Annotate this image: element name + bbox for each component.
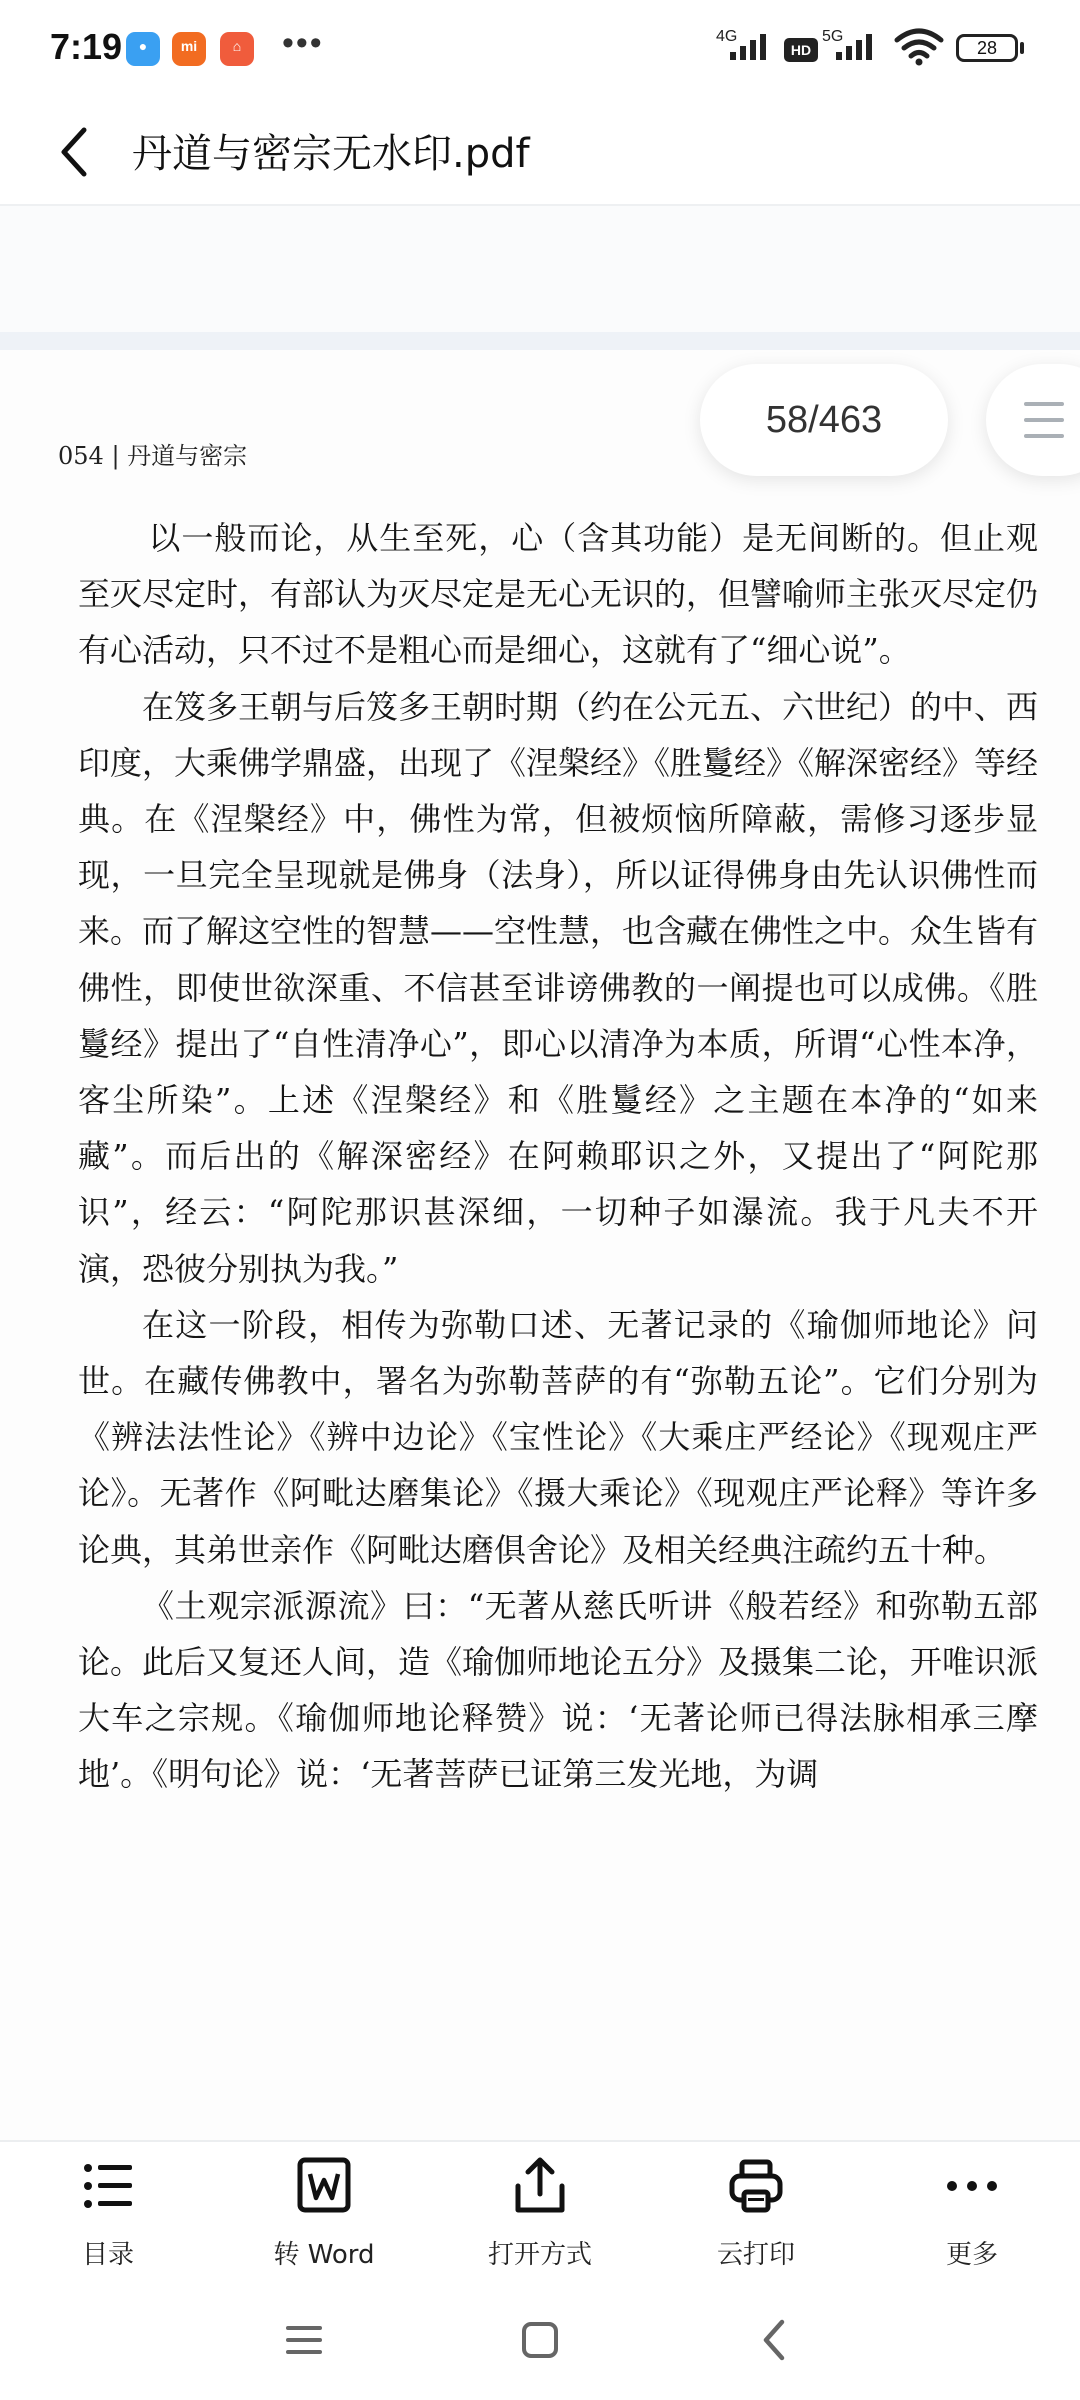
- running-head: 054 | 丹道与密宗: [58, 442, 248, 470]
- share-icon: [512, 2156, 568, 2216]
- home-icon[interactable]: [508, 2308, 572, 2372]
- word-convert-icon: [296, 2156, 352, 2216]
- cloud-print-label: 云打印: [716, 2240, 795, 2270]
- list-icon: [80, 2156, 136, 2216]
- paragraph: 在这一阶段，相传为弥勒口述、无著记录的《瑜伽师地论》问世。在藏传佛教中，署名为弥勒菩萨的有“弥勒五论”。它们分别为《辨法法性论》《辨中边论》《宝性论》《大乘庄严经论》《现观庄严论》。无著作《阿毗达磨集论》《摄大乘论》《现观庄严论释》等许多论典，其弟世亲作《阿毗达磨俱舍论》及相关经典注疏约五十种。: [78, 1305, 1038, 1569]
- status-bar: [0, 0, 1080, 100]
- paragraph: 《土观宗派源流》曰：“无著从慈氏听讲《般若经》和弥勒五部论。此后又复还人间，造《瑜伽师地论五分》及摄集二论，开唯识派大车之宗规。《瑜伽师地论释赞》说：‘无著论师已得法脉相承三摩地’。《明句论》说：‘无著菩萨已证第三发光地，为调: [78, 1586, 1039, 1794]
- bottom-toolbar: [0, 2140, 1080, 2284]
- navigation-bar: [0, 2282, 1080, 2400]
- battery-icon: 28: [956, 34, 1018, 62]
- convert-word-button[interactable]: [244, 2156, 404, 2276]
- messenger-icon: ●: [126, 32, 160, 66]
- wifi-icon: [894, 26, 944, 66]
- page-indicator[interactable]: 58/463: [700, 364, 948, 476]
- page-separator: [0, 332, 1080, 350]
- more-icon: [944, 2156, 1000, 2216]
- toc-button[interactable]: [28, 2156, 188, 2276]
- battery-tip: [1020, 42, 1024, 54]
- more-label: 更多: [945, 2240, 998, 2270]
- signal-4g-label: 4G: [716, 28, 738, 45]
- menu-icon: [1024, 402, 1064, 406]
- hd-badge: HD: [784, 38, 818, 62]
- convert-word-label: 转 Word: [273, 2240, 375, 2270]
- recents-icon[interactable]: [272, 2308, 336, 2372]
- paragraph: 以一般而论，从生至死，心（含其功能）是无间断的。但止观至灭尽定时，有部认为灭尽定是无心无识的，但譬喻师主张灭尽定仍有心活动，只不过不是粗心而是细心，这就有了“细心说”。: [78, 519, 1039, 670]
- back-nav-icon[interactable]: [744, 2308, 808, 2372]
- page-menu-button[interactable]: [986, 364, 1080, 476]
- pdf-page[interactable]: [0, 350, 1080, 2140]
- page-body-text: [78, 510, 1038, 1803]
- previous-page-bottom: [0, 206, 1080, 332]
- open-with-label: 打开方式: [487, 2240, 592, 2270]
- status-more: •••: [282, 24, 324, 62]
- document-title: 丹道与密宗无水印.pdf: [132, 131, 530, 177]
- open-with-button[interactable]: [460, 2156, 620, 2276]
- signal-5g-label: 5G: [822, 28, 844, 45]
- mi-icon: mi: [172, 32, 206, 66]
- paragraph: 在笈多王朝与后笈多王朝时期（约在公元五、六世纪）的中、西印度，大乘佛学鼎盛，出现了《涅槃经》《胜鬘经》《解深密经》等经典。在《涅槃经》中，佛性为常，但被烦恼所障蔽，需修习逐步显现，一旦完全呈现就是佛身（法身），所以证得佛身由先认识佛性而来。而了解这空性的智慧——空性慧，也含藏在佛性之中。众生皆有佛性，即使世欲深重、不信甚至诽谤佛教的一阐提也可以成佛。《胜鬘经》提出了“自性清净心”，即心以清净为本质，所谓“心性本净，客尘所染”。上述《涅槃经》和《胜鬘经》之主题在本净的“如来藏”。而后出的《解深密经》在阿赖耶识之外，又提出了“阿陀那识”，经云：“阿陀那识甚深细，一切种子如瀑流。我于凡夫不开演，恐彼分别执为我。”: [78, 687, 1039, 1288]
- more-button[interactable]: [892, 2156, 1052, 2276]
- status-time: 7:19: [50, 26, 123, 67]
- shop-icon: ⌂: [220, 32, 254, 66]
- back-arrow-icon[interactable]: [56, 122, 96, 182]
- cloud-print-button[interactable]: [676, 2156, 836, 2276]
- printer-icon: [728, 2156, 784, 2216]
- title-bar: [0, 100, 1080, 206]
- toc-label: 目录: [81, 2240, 134, 2270]
